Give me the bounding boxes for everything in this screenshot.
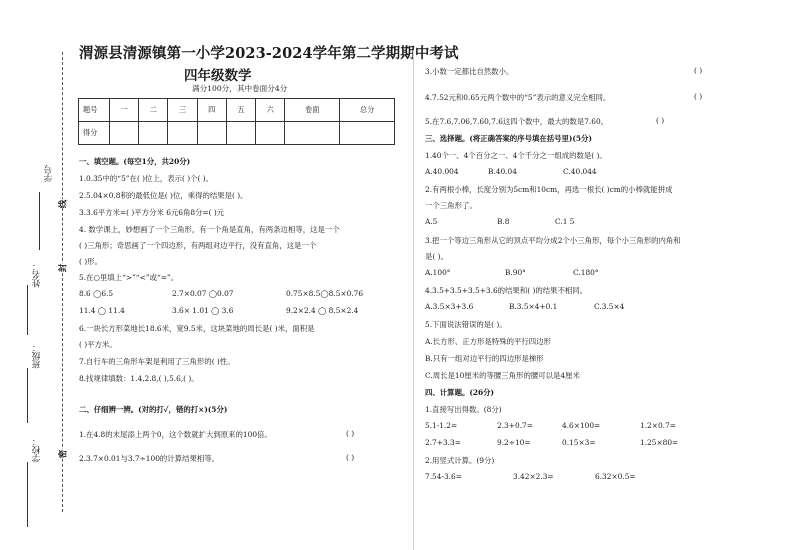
- choice-q3-line1: 3.把一个等边三角形从它的顶点平均分成2个小三角形，每个小三角形的内角和: [425, 236, 681, 245]
- calc-item: 7.54-3.6=: [425, 472, 462, 481]
- choice-option[interactable]: B.90°: [505, 268, 526, 277]
- choice-option[interactable]: C.周长是10厘米的等腰三角形的腰可以是4厘米: [425, 371, 580, 380]
- judge-q4-answer[interactable]: ( ): [694, 92, 703, 101]
- score-header-cell: 三: [168, 99, 197, 122]
- choice-q4: 4.3.5+3.5+3.5+3.6的结果和( )的结果不相同。: [425, 286, 588, 295]
- exam-title: 渭源县清源镇第一小学2023-2024学年第二学期期中考试: [79, 45, 459, 62]
- choice-q1: 1.40个一、4个百分之一、4个千分之一组成的数是( )。: [425, 151, 607, 160]
- section1-title: 一、填空题。(每空1分，共20分): [79, 157, 191, 166]
- calc-item: 2.3+0.7=: [497, 421, 533, 430]
- score-cell[interactable]: [168, 122, 197, 145]
- calc-item: 1.25×80=: [640, 438, 679, 447]
- calc-item: 9.2÷10=: [497, 438, 531, 447]
- name-line: [27, 285, 28, 335]
- section3-title: 三、选择题。(将正确答案的序号填在括号里)(5分): [425, 134, 592, 143]
- binding-sidebar: [0, 0, 75, 550]
- score-cell[interactable]: [139, 122, 168, 145]
- section4-title: 四、计算题。(26分): [425, 388, 495, 397]
- fill-q3: 3.3.6平方米=( )平方分米 6元6角8分=( )元: [79, 208, 225, 217]
- fill-q7: 7.自行车的三角形车架是利用了三角形的( )性。: [79, 357, 235, 366]
- score-cell[interactable]: [285, 122, 340, 145]
- choice-option[interactable]: B.只有一组对边平行的四边形是梯形: [425, 354, 544, 363]
- choice-option[interactable]: B.40.04: [488, 167, 517, 176]
- fill-q6-line2: ( )平方米。: [79, 340, 117, 349]
- score-info: 满分100分，其中卷面分4分: [192, 84, 288, 93]
- choice-option[interactable]: B.3.5×4+0.1: [509, 302, 558, 311]
- choice-option[interactable]: B.8: [497, 217, 510, 226]
- compare-item: 0.75×8.5◯8.5×0.76: [286, 289, 364, 298]
- fill-q1: 1.0.35中的“5”在( )位上，表示( )个( )。: [79, 174, 214, 183]
- score-cell[interactable]: [197, 122, 226, 145]
- judge-q2-answer[interactable]: ( ): [346, 453, 355, 462]
- school-line: [27, 462, 28, 527]
- score-table-header-row: [79, 99, 395, 122]
- judge-q4: 4.7.52元和0.65元两个数中的“5”表示的意义完全相同。: [425, 93, 611, 102]
- score-cell[interactable]: [110, 122, 139, 145]
- score-header-cell: 总分: [340, 99, 395, 122]
- class-line: [27, 368, 28, 423]
- fill-q2: 2.5.04×0.8积的最低位是( )位，乘得的结果是( )。: [79, 191, 248, 200]
- score-header-cell: 五: [226, 99, 255, 122]
- fill-q4-line2: ( )三角形；奇思画了一个四边形，有两组对边平行，没有直角，这是一个: [79, 241, 317, 250]
- fill-q8: 8.找规律填数：1.4,2.8,( ),5.6,( )。: [79, 374, 199, 383]
- fill-q5: 5.在○里填上“>”“<”或“=”。: [79, 273, 179, 282]
- fill-q6-line1: 6.一块长方形菜地长18.6米，宽9.5米，这块菜地的周长是( )米，面积是: [79, 324, 315, 333]
- compare-item: 8.6 ◯6.5: [79, 289, 114, 298]
- judge-q1: 1.在4.8的末尾添上两个0，这个数就扩大到原来的100倍。: [79, 430, 272, 439]
- score-table: [78, 98, 395, 145]
- choice-option[interactable]: A.100°: [425, 268, 451, 277]
- subject-title: 四年级数学: [184, 68, 252, 84]
- choice-q5: 5.下面说法错误的是( )。: [425, 320, 507, 329]
- choice-option[interactable]: A.5: [425, 217, 438, 226]
- score-header-cell: 二: [139, 99, 168, 122]
- score-table-score-row: [79, 122, 395, 145]
- score-header-cell: 四: [197, 99, 226, 122]
- seal-seal-char: 封: [58, 263, 69, 273]
- choice-option[interactable]: A.长方形、正方形是特殊的平行四边形: [425, 337, 551, 346]
- choice-option[interactable]: A.40.004: [425, 167, 459, 176]
- fill-q4-line1: 4. 数学课上，妙想画了一个三角形，有一个角是直角，有两条边相等，这是一个: [79, 225, 340, 234]
- choice-q3-line2: 是( )。: [425, 252, 448, 261]
- calc-item: 3.42×2.3=: [513, 472, 554, 481]
- calc-q2: 2.用竖式计算。(9分): [425, 456, 495, 465]
- choice-option[interactable]: C.1 5: [555, 217, 575, 226]
- school-label: 学校：: [32, 437, 42, 463]
- choice-option[interactable]: A.3.5×3+3.6: [425, 302, 474, 311]
- section2-title: 二、仔细辨一辨。(对的打✓，错的打×)(5分): [79, 405, 228, 414]
- calc-item: 5.1-1.2=: [425, 421, 458, 430]
- judge-q2: 2.3.7×0.01与3.7÷100的计算结果相等。: [79, 454, 220, 463]
- class-label: 班级：: [32, 343, 42, 369]
- score-cell[interactable]: [226, 122, 255, 145]
- judge-q3: 3.小数一定都比自然数小。: [425, 67, 514, 76]
- judge-q1-answer[interactable]: ( ): [346, 429, 355, 438]
- score-header-cell: 一: [110, 99, 139, 122]
- score-header-cell: 卷面: [285, 99, 340, 122]
- student-id-label: 学号: [44, 165, 54, 182]
- judge-q5-answer[interactable]: ( ): [656, 116, 665, 125]
- column-divider: [413, 50, 414, 550]
- calc-item: 6.32×0.5=: [595, 472, 636, 481]
- calc-item: 1.2×0.7=: [640, 421, 676, 430]
- judge-q5: 5.在7.6,7.06,7.60,7.6这四个数中，最大的数是7.60。: [425, 117, 609, 126]
- score-cell[interactable]: [256, 122, 285, 145]
- name-label: 姓名：: [32, 262, 42, 288]
- score-cell[interactable]: [340, 122, 395, 145]
- calc-q1: 1.直接写出得数。(8分): [425, 405, 502, 414]
- student-id-line: [39, 192, 40, 250]
- compare-item: 2.7×0.07 ◯0.07: [172, 289, 234, 298]
- compare-item: 3.6× 1.01 ◯ 3.6: [172, 306, 234, 315]
- seal-close-char: 密: [58, 449, 69, 459]
- calc-item: 4.6×100=: [562, 421, 601, 430]
- score-header-cell: 题号: [79, 99, 110, 122]
- calc-item: 0.15×3=: [562, 438, 596, 447]
- choice-option[interactable]: C.40.044: [563, 167, 597, 176]
- choice-q2-line2: 一个三角形了。: [425, 201, 477, 210]
- score-row-label: 得分: [79, 122, 110, 145]
- choice-option[interactable]: C.3.5×4: [594, 302, 625, 311]
- calc-item: 2.7+3.3=: [425, 438, 461, 447]
- fill-q4-line3: ( )形。: [79, 257, 102, 266]
- compare-item: 9.2×2.4 ◯ 8.5×2.4: [286, 306, 359, 315]
- seal-dashed-line: [62, 52, 63, 512]
- judge-q3-answer[interactable]: ( ): [694, 66, 703, 75]
- seal-line-char: 线: [58, 199, 69, 209]
- choice-q2-line1: 2.有两根小棒，长度分别为5cm和10cm，再选一根长( )cm的小棒就能拼成: [425, 185, 673, 194]
- choice-option[interactable]: C.180°: [573, 268, 599, 277]
- compare-item: 11.4 ◯ 11.4: [79, 306, 125, 315]
- score-header-cell: 六: [256, 99, 285, 122]
